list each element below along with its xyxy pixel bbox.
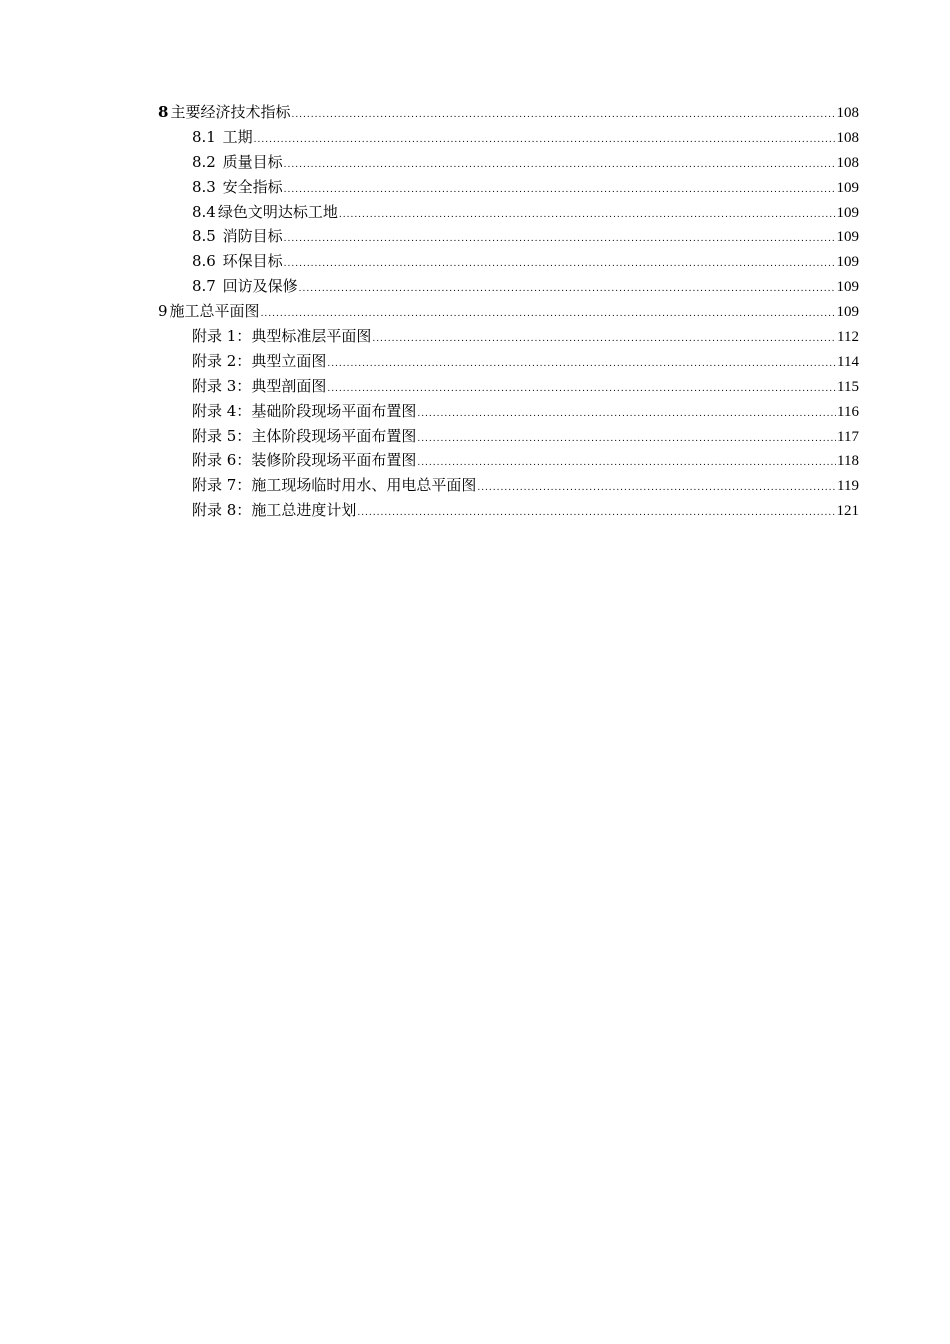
toc-entry-title [158,299,260,324]
toc-entry-page: 109 [836,179,859,196]
toc-entry-text: 施工总进度计划 [251,501,357,520]
toc-entry-text: 施工现场临时用水、用电总平面图 [251,476,477,495]
toc-entry-text: 典型剖面图 [251,376,327,395]
dot-leader [284,227,836,252]
toc-entry-text: 典型标准层平面图 [251,327,372,346]
toc-entry-page: 118 [837,453,859,470]
toc-entry-text: 装修阶段现场平面布置图 [251,451,417,470]
toc-entry[interactable] [158,274,859,299]
toc-entry-text: 回访及保修 [222,277,298,296]
toc-entry-page: 109 [836,279,859,296]
toc-entry-text: 质量目标 [222,152,283,171]
toc-entry[interactable] [158,324,859,349]
toc-entry-title [192,224,283,249]
toc-entry-number: 8.6 [192,252,216,271]
toc-entry-page: 108 [836,129,859,146]
dot-leader [357,501,835,526]
toc-entry-number: 附录 8： [192,501,252,520]
toc-entry-page: 109 [836,204,859,221]
toc-entry[interactable] [158,125,859,150]
toc-entry-title [192,424,416,449]
dot-leader [417,451,836,476]
toc-entry-number: 附录 7： [192,476,252,495]
toc-entry[interactable] [158,175,859,200]
toc-entry-title [192,473,476,498]
toc-entry[interactable] [158,448,859,473]
toc-entry-number: 8.4 [192,202,216,221]
toc-entry-text: 绿色文明达标工地 [217,202,338,221]
toc-entry-title [158,100,290,125]
toc-entry-number: 附录 2： [192,351,252,370]
toc-entry-title [192,374,326,399]
toc-entry-text: 典型立面图 [251,351,327,370]
dot-leader [299,277,836,302]
toc-entry-number: 8.5 [192,227,216,246]
toc-entry-number: 附录 4： [192,401,252,420]
dot-leader [284,153,836,178]
toc-entry-title [192,200,338,225]
dot-leader [254,128,836,153]
toc-entry-title [192,399,416,424]
toc-entry-title [192,150,283,175]
toc-entry-title [192,448,416,473]
toc-entry[interactable] [158,498,859,523]
toc-entry-text: 施工总平面图 [169,302,260,321]
toc-entry-page: 114 [837,353,859,370]
toc-entry[interactable] [158,299,859,324]
toc-entry-page: 119 [837,478,859,495]
toc-entry-text: 基础阶段现场平面布置图 [251,401,417,420]
toc-entry-title [192,498,356,523]
toc-entry-number: 附录 1： [192,327,252,346]
toc-entry-title [192,175,283,200]
toc-entry-page: 109 [836,229,859,246]
toc-entry-page: 112 [837,329,859,346]
toc-entry-number: 附录 3： [192,376,252,395]
toc-entry-page: 115 [837,378,859,395]
toc-entry-number: 8.3 [192,177,216,196]
toc-entry-text: 主要经济技术指标 [170,103,291,121]
toc-entry[interactable] [158,473,859,498]
toc-entry-page: 116 [837,403,859,420]
toc-entry-title [192,249,283,274]
toc-entry-text: 主体阶段现场平面布置图 [251,426,417,445]
toc-entry-text: 环保目标 [222,252,283,271]
toc-entry-text: 安全指标 [222,177,283,196]
dot-leader [417,402,836,427]
dot-leader [291,103,835,128]
toc-entry-number: 8.2 [192,152,216,171]
dot-leader [284,178,836,203]
toc-entry[interactable] [158,349,859,374]
toc-entry[interactable] [158,224,859,249]
toc-entry-page: 109 [836,304,859,321]
dot-leader [477,476,836,501]
toc-entry[interactable] [158,399,859,424]
toc-entry[interactable] [158,150,859,175]
toc-entry-title [192,349,326,374]
toc-entry-title [192,125,253,150]
toc-entry-title [192,324,371,349]
toc-entry-page: 108 [836,154,859,171]
toc-entry-number: 9 [158,302,168,321]
table-of-contents [158,100,859,523]
toc-entry-number: 8 [158,103,169,121]
toc-entry-number: 8.7 [192,277,216,296]
toc-entry[interactable] [158,424,859,449]
toc-entry[interactable] [158,374,859,399]
dot-leader [339,203,836,228]
dot-leader [372,327,836,352]
toc-entry-number: 8.1 [192,127,216,146]
toc-entry-text: 工期 [222,127,253,146]
toc-entry[interactable] [158,249,859,274]
dot-leader [284,252,836,277]
dot-leader [327,352,836,377]
toc-entry-title [192,274,298,299]
dot-leader [417,427,836,452]
toc-entry-page: 121 [836,503,859,520]
toc-entry[interactable] [158,200,859,225]
toc-entry-page: 117 [837,428,859,445]
toc-entry-number: 附录 5： [192,426,252,445]
toc-entry-text: 消防目标 [222,227,283,246]
toc-entry[interactable] [158,100,859,125]
toc-entry-number: 附录 6： [192,451,252,470]
toc-entry-page: 108 [836,105,859,121]
toc-entry-page: 109 [836,254,859,271]
